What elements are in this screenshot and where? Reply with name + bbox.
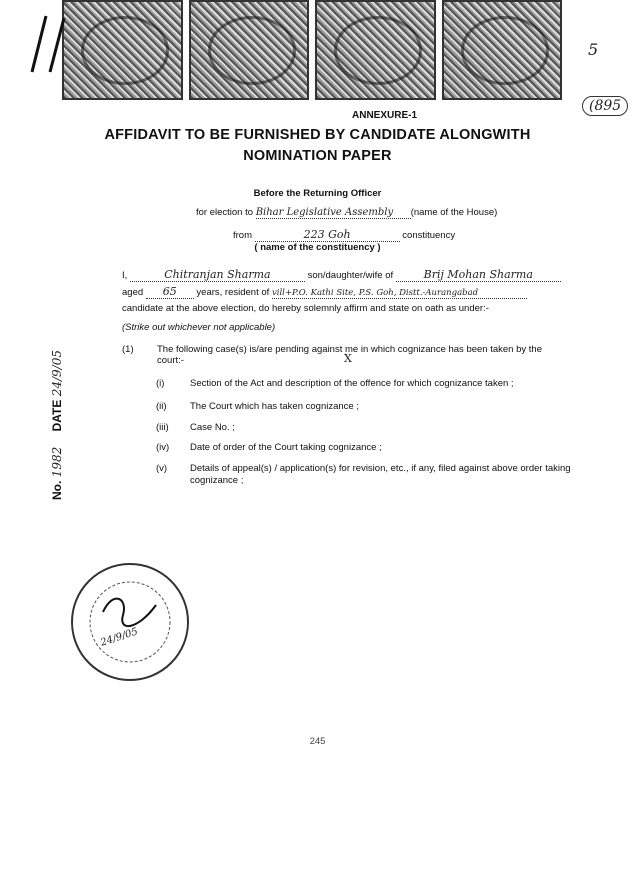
stamp-3 — [315, 0, 436, 100]
for-election-label: for election to — [196, 207, 254, 218]
register-no-label: No. — [50, 480, 64, 500]
subitem-text-1: Section of the Act and description of the offence for which cognizance taken ; — [190, 378, 514, 389]
candidate-name-field: Chitranjan Sharma — [130, 268, 305, 282]
document-title-line2: NOMINATION PAPER — [243, 148, 392, 164]
item1-text-line1: The following case(s) is/are pending against me in which cognizance has been taken by the — [157, 344, 542, 355]
father-name-field: Brij Mohan Sharma — [396, 268, 561, 282]
register-date-label: DATE — [50, 399, 64, 432]
age-field: 65 — [146, 285, 194, 299]
subitem-text-5: Details of appeal(s) / application(s) for revision, etc., if any, filed against above order taking cognizance ; — [190, 463, 571, 487]
strike-note: (Strike out whichever not applicable) — [122, 322, 276, 333]
constituency-line — [233, 228, 455, 242]
page-number: 245 — [309, 736, 326, 747]
subitem-num-4: (iv) — [156, 442, 170, 453]
declaration-prefix: I, — [122, 270, 128, 281]
subitem-num-2: (ii) — [156, 401, 167, 412]
stamp-4 — [442, 0, 563, 100]
stamp-2 — [189, 0, 310, 100]
aged-label: aged — [122, 287, 144, 298]
declaration-statement: candidate at the above election, do hereby solemnly affirm and state on oath as under:- — [122, 303, 489, 314]
election-line — [196, 207, 497, 219]
subitem-num-5: (v) — [156, 463, 168, 474]
item1-number: (1) — [122, 344, 134, 355]
address-field: vill+P.O. Kathi Site, P.S. Goh, Distt.-Aurangabad — [272, 288, 527, 299]
subitem-text-3: Case No. ; — [190, 422, 235, 433]
margin-slash-mark — [28, 14, 74, 74]
cross-mark: X — [344, 352, 352, 365]
document-title-line1: AFFIDAVIT TO BE FURNISHED BY CANDIDATE ALONGWITH — [104, 127, 531, 143]
resident-label: years, resident of — [196, 287, 270, 298]
register-date-value: 24/9/05 — [50, 350, 64, 397]
declaration-line2 — [122, 285, 527, 299]
revenue-stamps — [62, 0, 562, 105]
relation-label: son/daughter/wife of — [307, 270, 394, 281]
notary-seal — [68, 560, 193, 685]
subitem-text-2: The Court which has taken cognizance ; — [190, 401, 359, 412]
subitem-num-3: (iii) — [156, 422, 169, 433]
margin-note-top-right: 5 — [588, 40, 599, 59]
annexure-label: ANNEXURE-1 — [352, 110, 418, 121]
register-no-value: 1982 — [50, 446, 64, 478]
item1-text-line2: court:- — [157, 355, 184, 366]
register-stamp — [50, 350, 64, 500]
subitem-text-4: Date of order of the Court taking cognizance ; — [190, 442, 382, 453]
constituency-note: ( name of the constituency ) — [254, 242, 381, 253]
constituency-field: 223 Goh — [255, 228, 400, 242]
from-label: from — [233, 230, 252, 241]
stamp-1 — [62, 0, 183, 100]
item1-text — [157, 344, 602, 366]
declaration-line1 — [122, 268, 561, 282]
seal-signature-date: 24/9/05 — [99, 626, 140, 649]
constituency-suffix: constituency — [402, 230, 456, 241]
house-suffix: (name of the House) — [410, 207, 498, 218]
margin-note-reference: (895 — [582, 96, 628, 116]
house-field: Bihar Legislative Assembly — [256, 207, 411, 219]
before-officer-heading: Before the Returning Officer — [253, 188, 382, 199]
subitem-num-1: (i) — [156, 378, 165, 389]
